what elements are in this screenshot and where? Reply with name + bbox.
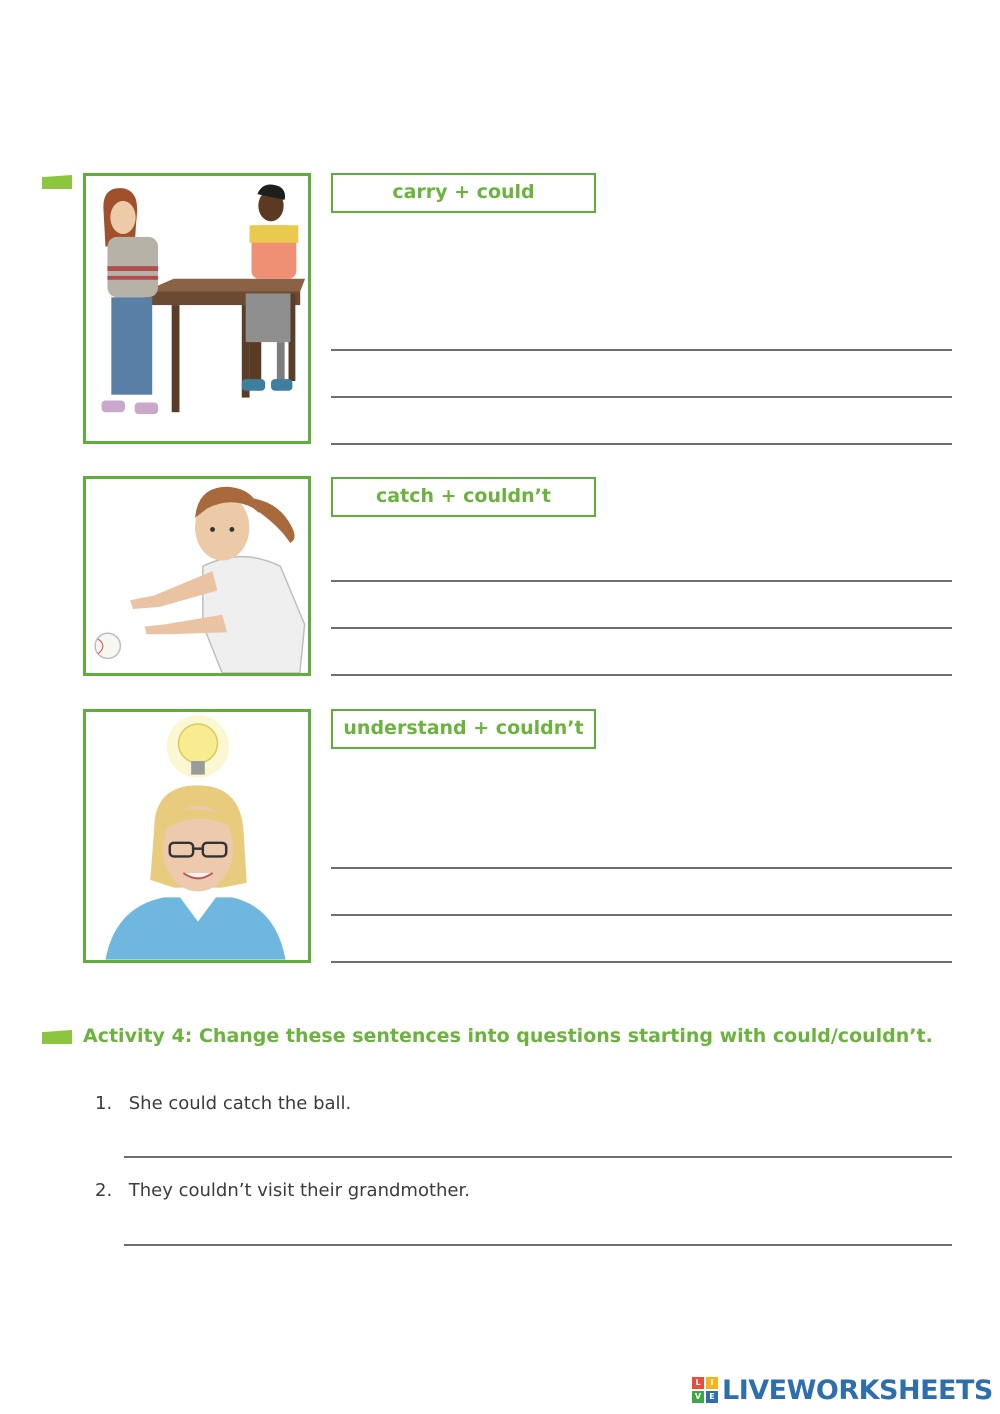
prompt-carry-could: carry + could bbox=[331, 173, 596, 213]
liveworksheets-logo bbox=[692, 1373, 993, 1407]
answer-line[interactable] bbox=[331, 627, 952, 629]
girl-catching-ball-illustration bbox=[86, 479, 308, 673]
activity-4-title: Activity 4: Change these sentences into questions starting with could/couldn’t. bbox=[83, 1025, 933, 1047]
answer-line[interactable] bbox=[124, 1244, 952, 1246]
answer-line[interactable] bbox=[331, 580, 952, 582]
answer-line[interactable] bbox=[331, 674, 952, 676]
answer-line[interactable] bbox=[331, 867, 952, 869]
question-text: They couldn’t visit their grandmother. bbox=[128, 1180, 470, 1201]
section-marker bbox=[42, 1030, 72, 1044]
answer-line[interactable] bbox=[331, 961, 952, 963]
answer-line[interactable] bbox=[331, 914, 952, 916]
logo-text: LIVEWORKSHEETS bbox=[722, 1374, 993, 1406]
exercise-image-carry bbox=[83, 173, 311, 444]
prompt-understand-couldnt: understand + couldn’t bbox=[331, 709, 596, 749]
question-number: 2. bbox=[95, 1180, 113, 1201]
woman-lightbulb-illustration bbox=[86, 712, 308, 960]
answer-line[interactable] bbox=[331, 396, 952, 398]
question-item bbox=[95, 1093, 351, 1114]
logo-mark-icon: L I V E bbox=[692, 1377, 718, 1403]
answer-line[interactable] bbox=[124, 1156, 952, 1158]
exercise-image-catch bbox=[83, 476, 311, 676]
answer-line[interactable] bbox=[331, 349, 952, 351]
question-item bbox=[95, 1180, 470, 1201]
children-table-illustration bbox=[86, 176, 308, 441]
exercise-image-understand bbox=[83, 709, 311, 963]
answer-line[interactable] bbox=[331, 443, 952, 445]
prompt-catch-couldnt: catch + couldn’t bbox=[331, 477, 596, 517]
question-number: 1. bbox=[95, 1093, 113, 1114]
question-text: She could catch the ball. bbox=[128, 1093, 352, 1114]
section-marker bbox=[42, 175, 72, 189]
